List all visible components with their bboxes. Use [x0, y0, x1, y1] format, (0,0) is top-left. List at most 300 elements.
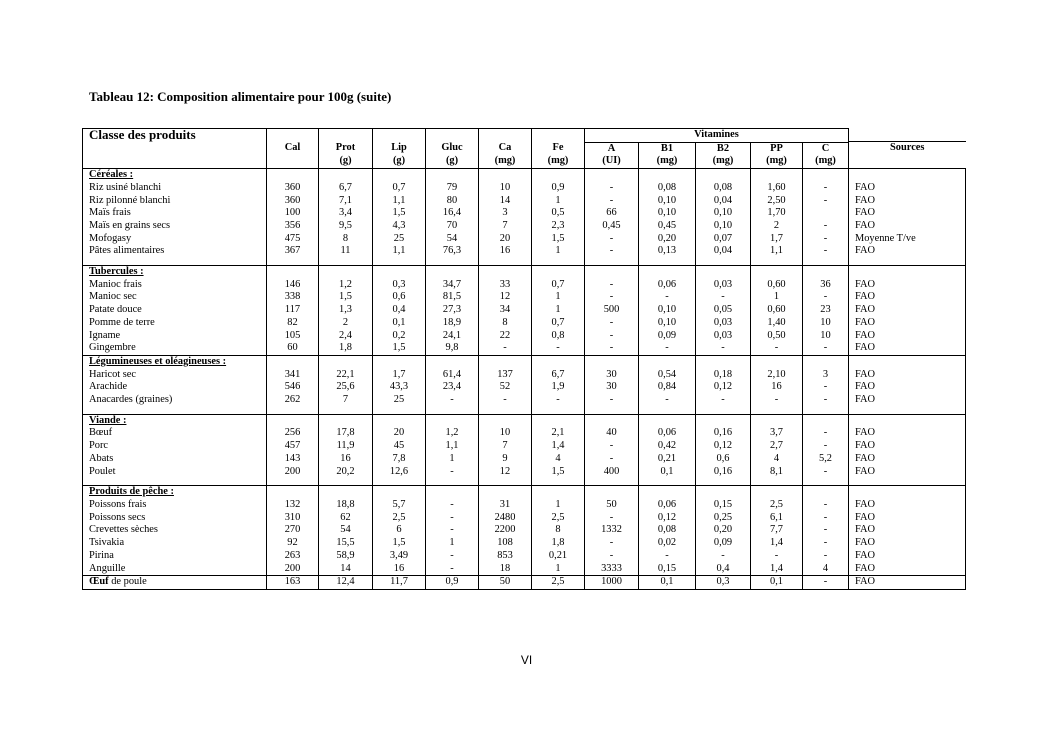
value-cell: 0,16	[696, 466, 751, 479]
value-cell: 0,42	[639, 440, 696, 453]
product-name: Manioc sec	[83, 291, 267, 304]
value-cell: -	[585, 512, 639, 525]
value-cell: 1	[426, 453, 479, 466]
group-header-row	[83, 355, 966, 368]
group-header-row	[83, 486, 966, 499]
value-cell: 0,10	[696, 220, 751, 233]
value-cell: 8	[532, 524, 585, 537]
value-cell: 10	[803, 330, 849, 343]
value-cell: 0,7	[532, 279, 585, 292]
value-cell: -	[585, 550, 639, 563]
source-cell: FAO	[849, 512, 966, 525]
value-cell: 1,70	[751, 207, 803, 220]
value-cell: 0,15	[639, 563, 696, 576]
source-cell: FAO	[849, 342, 966, 355]
col-unit: (g)	[392, 154, 406, 166]
empty-cell	[751, 414, 803, 427]
empty-cell	[696, 486, 751, 499]
col-header-vit-pp: PP	[751, 142, 803, 155]
value-cell: 50	[585, 499, 639, 512]
value-cell: -	[585, 317, 639, 330]
value-cell: 2200	[479, 524, 532, 537]
value-cell: 2,3	[532, 220, 585, 233]
col-header-prot	[319, 129, 373, 169]
empty-cell	[849, 266, 966, 279]
empty-cell	[696, 407, 751, 415]
table-row	[83, 576, 966, 590]
empty-cell	[849, 414, 966, 427]
empty-cell	[803, 258, 849, 266]
table-row	[83, 466, 966, 479]
value-cell: -	[585, 330, 639, 343]
group-title-text: Viande :	[89, 414, 127, 426]
product-name: Igname	[83, 330, 267, 343]
col-name: Gluc	[441, 142, 463, 153]
product-name-rest: de poule	[108, 576, 147, 588]
value-cell: 0,12	[696, 440, 751, 453]
empty-cell	[803, 407, 849, 415]
empty-cell	[639, 486, 696, 499]
empty-cell	[751, 478, 803, 486]
value-cell: -	[639, 550, 696, 563]
col-header-lip	[373, 129, 426, 169]
value-cell: 0,06	[639, 427, 696, 440]
value-cell: 8	[319, 233, 373, 246]
value-cell: 1332	[585, 524, 639, 537]
empty-cell	[532, 258, 585, 266]
value-cell: -	[639, 342, 696, 355]
value-cell: 0,8	[532, 330, 585, 343]
value-cell: 1,5	[373, 207, 426, 220]
sources-header	[849, 129, 966, 169]
value-cell: 1,7	[373, 369, 426, 382]
source-cell: FAO	[849, 369, 966, 382]
value-cell: 0,03	[696, 330, 751, 343]
value-cell: 132	[267, 499, 319, 512]
value-cell: 2,5	[532, 512, 585, 525]
col-unit: (mg)	[494, 154, 516, 166]
source-cell: FAO	[849, 195, 966, 208]
empty-cell	[426, 478, 479, 486]
value-cell: 1,2	[319, 279, 373, 292]
value-cell: 9,8	[426, 342, 479, 355]
value-cell: 0,10	[696, 207, 751, 220]
col-header-fe	[532, 129, 585, 169]
empty-cell	[267, 486, 319, 499]
value-cell: 0,6	[373, 291, 426, 304]
value-cell: 14	[319, 563, 373, 576]
source-cell: FAO	[849, 330, 966, 343]
value-cell: -	[803, 576, 849, 590]
empty-cell	[373, 355, 426, 368]
empty-cell	[585, 486, 639, 499]
source-cell: FAO	[849, 440, 966, 453]
empty-cell	[849, 407, 966, 415]
product-name: Patate douce	[83, 304, 267, 317]
empty-cell	[426, 169, 479, 182]
empty-cell	[639, 266, 696, 279]
value-cell: 5,7	[373, 499, 426, 512]
value-cell: 0,03	[696, 279, 751, 292]
value-cell: 81,5	[426, 291, 479, 304]
value-cell: -	[585, 195, 639, 208]
value-cell: 360	[267, 182, 319, 195]
empty-cell	[696, 258, 751, 266]
empty-cell	[319, 478, 373, 486]
value-cell: -	[696, 550, 751, 563]
value-cell: 270	[267, 524, 319, 537]
empty-cell	[751, 486, 803, 499]
value-cell: 2,7	[751, 440, 803, 453]
empty-cell	[479, 478, 532, 486]
value-cell: 0,10	[639, 195, 696, 208]
value-cell: 2,5	[751, 499, 803, 512]
col-header-cal	[267, 129, 319, 169]
empty-cell	[849, 169, 966, 182]
value-cell: 23	[803, 304, 849, 317]
value-cell: 0,04	[696, 245, 751, 258]
value-cell: 15,5	[319, 537, 373, 550]
product-name: Porc	[83, 440, 267, 453]
empty-cell	[83, 478, 267, 486]
value-cell: 146	[267, 279, 319, 292]
value-cell: 92	[267, 537, 319, 550]
empty-cell	[585, 414, 639, 427]
value-cell: 341	[267, 369, 319, 382]
value-cell: 0,45	[585, 220, 639, 233]
value-cell: 1	[532, 291, 585, 304]
table-row	[83, 394, 966, 407]
value-cell: 3333	[585, 563, 639, 576]
value-cell: -	[803, 394, 849, 407]
value-cell: 2	[751, 220, 803, 233]
empty-cell	[696, 414, 751, 427]
empty-cell	[267, 355, 319, 368]
value-cell: 24,1	[426, 330, 479, 343]
col-unit-vit: (mg)	[751, 155, 803, 168]
value-cell: -	[585, 342, 639, 355]
value-cell: -	[751, 394, 803, 407]
product-name: Riz pilonné blanchi	[83, 195, 267, 208]
value-cell: 1	[532, 195, 585, 208]
value-cell: 1	[532, 563, 585, 576]
value-cell: 25	[373, 233, 426, 246]
table-row	[83, 381, 966, 394]
product-name: Poissons frais	[83, 499, 267, 512]
value-cell: 22,1	[319, 369, 373, 382]
value-cell: 10	[803, 317, 849, 330]
value-cell: 0,06	[639, 499, 696, 512]
empty-cell	[803, 486, 849, 499]
table-row	[83, 195, 966, 208]
source-cell: FAO	[849, 453, 966, 466]
value-cell: 16	[319, 453, 373, 466]
empty-cell	[585, 266, 639, 279]
spacer-row	[83, 478, 966, 486]
value-cell: 0,1	[751, 576, 803, 590]
col-name: Prot	[335, 142, 356, 153]
table-row	[83, 317, 966, 330]
value-cell: 117	[267, 304, 319, 317]
value-cell: 137	[479, 369, 532, 382]
value-cell: -	[803, 182, 849, 195]
empty-cell	[426, 414, 479, 427]
value-cell: -	[585, 453, 639, 466]
empty-cell	[426, 486, 479, 499]
value-cell: -	[426, 466, 479, 479]
value-cell: 60	[267, 342, 319, 355]
value-cell: 7	[479, 440, 532, 453]
value-cell: 40	[585, 427, 639, 440]
table-row	[83, 550, 966, 563]
value-cell: 367	[267, 245, 319, 258]
empty-cell	[319, 486, 373, 499]
value-cell: 0,84	[639, 381, 696, 394]
value-cell: 1,1	[373, 245, 426, 258]
value-cell: 360	[267, 195, 319, 208]
product-name: Arachide	[83, 381, 267, 394]
value-cell: 0,5	[532, 207, 585, 220]
value-cell: 17,8	[319, 427, 373, 440]
group-title	[83, 414, 267, 427]
table-row	[83, 427, 966, 440]
empty-cell	[373, 266, 426, 279]
value-cell: 9	[479, 453, 532, 466]
empty-cell	[803, 478, 849, 486]
table-row	[83, 512, 966, 525]
empty-cell	[803, 414, 849, 427]
value-cell: -	[803, 537, 849, 550]
value-cell: -	[803, 381, 849, 394]
group-header-row	[83, 169, 966, 182]
value-cell: 0,09	[639, 330, 696, 343]
value-cell: 0,54	[639, 369, 696, 382]
group-title-text: Produits de pêche :	[89, 486, 174, 498]
empty-cell	[319, 355, 373, 368]
value-cell: -	[751, 550, 803, 563]
value-cell: -	[426, 499, 479, 512]
value-cell: 25,6	[319, 381, 373, 394]
source-cell: FAO	[849, 182, 966, 195]
value-cell: 61,4	[426, 369, 479, 382]
value-cell: 11,9	[319, 440, 373, 453]
col-header-gluc	[426, 129, 479, 169]
value-cell: 0,06	[639, 279, 696, 292]
col-name: Lip	[391, 142, 407, 153]
value-cell: -	[639, 394, 696, 407]
empty-cell	[585, 478, 639, 486]
empty-cell	[696, 266, 751, 279]
value-cell: 1,1	[373, 195, 426, 208]
value-cell: 58,9	[319, 550, 373, 563]
empty-cell	[751, 258, 803, 266]
value-cell: 16	[373, 563, 426, 576]
value-cell: 54	[426, 233, 479, 246]
empty-cell	[696, 169, 751, 182]
value-cell: 3	[803, 369, 849, 382]
value-cell: 475	[267, 233, 319, 246]
value-cell: 0,10	[639, 317, 696, 330]
value-cell: 3	[479, 207, 532, 220]
value-cell: 70	[426, 220, 479, 233]
table-row	[83, 182, 966, 195]
group-title	[83, 266, 267, 279]
product-name: Pirina	[83, 550, 267, 563]
value-cell: 0,7	[532, 317, 585, 330]
food-composition-table	[82, 128, 966, 590]
col-unit: (g)	[445, 154, 459, 166]
value-cell: 34,7	[426, 279, 479, 292]
value-cell: 14	[479, 195, 532, 208]
value-cell: 16	[479, 245, 532, 258]
value-cell: -	[803, 466, 849, 479]
value-cell: 9,5	[319, 220, 373, 233]
empty-cell	[803, 355, 849, 368]
col-unit-vit: (mg)	[696, 155, 751, 168]
product-name	[83, 576, 267, 590]
value-cell: 1,5	[373, 342, 426, 355]
value-cell: 0,05	[696, 304, 751, 317]
product-name: Crevettes sèches	[83, 524, 267, 537]
product-name: Bœuf	[83, 427, 267, 440]
value-cell: 11,7	[373, 576, 426, 590]
value-cell: -	[696, 394, 751, 407]
value-cell: 12	[479, 291, 532, 304]
source-cell: FAO	[849, 537, 966, 550]
value-cell: 2	[319, 317, 373, 330]
source-cell: FAO	[849, 394, 966, 407]
table-row	[83, 330, 966, 343]
product-name: Anguille	[83, 563, 267, 576]
table-row	[83, 537, 966, 550]
value-cell: 1,4	[751, 563, 803, 576]
value-cell: 7,7	[751, 524, 803, 537]
empty-cell	[319, 407, 373, 415]
value-cell: 22	[479, 330, 532, 343]
source-cell: FAO	[849, 304, 966, 317]
source-cell: FAO	[849, 207, 966, 220]
empty-cell	[532, 169, 585, 182]
value-cell: 5,2	[803, 453, 849, 466]
empty-cell	[532, 486, 585, 499]
empty-cell	[83, 407, 267, 415]
product-name: Anacardes (graines)	[83, 394, 267, 407]
value-cell: 1000	[585, 576, 639, 590]
value-cell: 16,4	[426, 207, 479, 220]
value-cell: 10	[479, 427, 532, 440]
value-cell: 457	[267, 440, 319, 453]
value-cell: 1,8	[532, 537, 585, 550]
value-cell: 0,10	[639, 207, 696, 220]
value-cell: 263	[267, 550, 319, 563]
value-cell: -	[426, 563, 479, 576]
table-title: Tableau 12: Composition alimentaire pour 100g (suite)	[89, 89, 392, 104]
value-cell: -	[585, 233, 639, 246]
table-row	[83, 369, 966, 382]
col-header-vit-b2: B2	[696, 142, 751, 155]
value-cell: -	[426, 394, 479, 407]
value-cell: 1	[532, 245, 585, 258]
source-cell: FAO	[849, 245, 966, 258]
value-cell: -	[585, 537, 639, 550]
col-name: Cal	[284, 142, 301, 153]
value-cell: 2,10	[751, 369, 803, 382]
value-cell: -	[696, 342, 751, 355]
value-cell: 0,08	[639, 182, 696, 195]
value-cell: 12,6	[373, 466, 426, 479]
value-cell: 0,50	[751, 330, 803, 343]
product-name: Mofogasy	[83, 233, 267, 246]
col-unit-vit: (mg)	[803, 155, 849, 168]
value-cell: 16	[751, 381, 803, 394]
value-cell: 18,9	[426, 317, 479, 330]
group-title	[83, 355, 267, 368]
value-cell: 0,12	[639, 512, 696, 525]
empty-cell	[849, 478, 966, 486]
value-cell: 1,3	[319, 304, 373, 317]
value-cell: 0,12	[696, 381, 751, 394]
value-cell: 18,8	[319, 499, 373, 512]
product-name: Poissons secs	[83, 512, 267, 525]
table-row	[83, 499, 966, 512]
empty-cell	[373, 414, 426, 427]
product-name-bold: Œuf	[89, 576, 109, 588]
value-cell: -	[803, 220, 849, 233]
value-cell: 43,3	[373, 381, 426, 394]
empty-cell	[319, 414, 373, 427]
value-cell: 18	[479, 563, 532, 576]
value-cell: 0,09	[696, 537, 751, 550]
value-cell: 45	[373, 440, 426, 453]
source-cell: FAO	[849, 563, 966, 576]
value-cell: -	[803, 342, 849, 355]
value-cell: 8	[479, 317, 532, 330]
empty-cell	[426, 407, 479, 415]
value-cell: 200	[267, 466, 319, 479]
value-cell: 7,8	[373, 453, 426, 466]
empty-cell	[803, 169, 849, 182]
value-cell: 82	[267, 317, 319, 330]
value-cell: 1,5	[532, 233, 585, 246]
value-cell: 1,9	[532, 381, 585, 394]
empty-cell	[426, 266, 479, 279]
spacer-row	[83, 407, 966, 415]
value-cell: -	[426, 550, 479, 563]
value-cell: 0,3	[373, 279, 426, 292]
value-cell: 0,20	[639, 233, 696, 246]
empty-cell	[532, 407, 585, 415]
empty-cell	[585, 258, 639, 266]
product-name: Tsivakia	[83, 537, 267, 550]
value-cell: 0,9	[426, 576, 479, 590]
value-cell: 0,07	[696, 233, 751, 246]
empty-cell	[267, 414, 319, 427]
value-cell: 0,21	[639, 453, 696, 466]
value-cell: 0,6	[696, 453, 751, 466]
value-cell: 12,4	[319, 576, 373, 590]
source-cell: FAO	[849, 576, 966, 590]
product-name: Maïs en grains secs	[83, 220, 267, 233]
value-cell: 2,5	[373, 512, 426, 525]
value-cell: 34	[479, 304, 532, 317]
value-cell: 66	[585, 207, 639, 220]
class-header: Classe des produits	[83, 129, 267, 169]
empty-cell	[751, 407, 803, 415]
empty-cell	[849, 258, 966, 266]
source-cell: FAO	[849, 427, 966, 440]
value-cell: 0,16	[696, 427, 751, 440]
value-cell: 0,1	[373, 317, 426, 330]
